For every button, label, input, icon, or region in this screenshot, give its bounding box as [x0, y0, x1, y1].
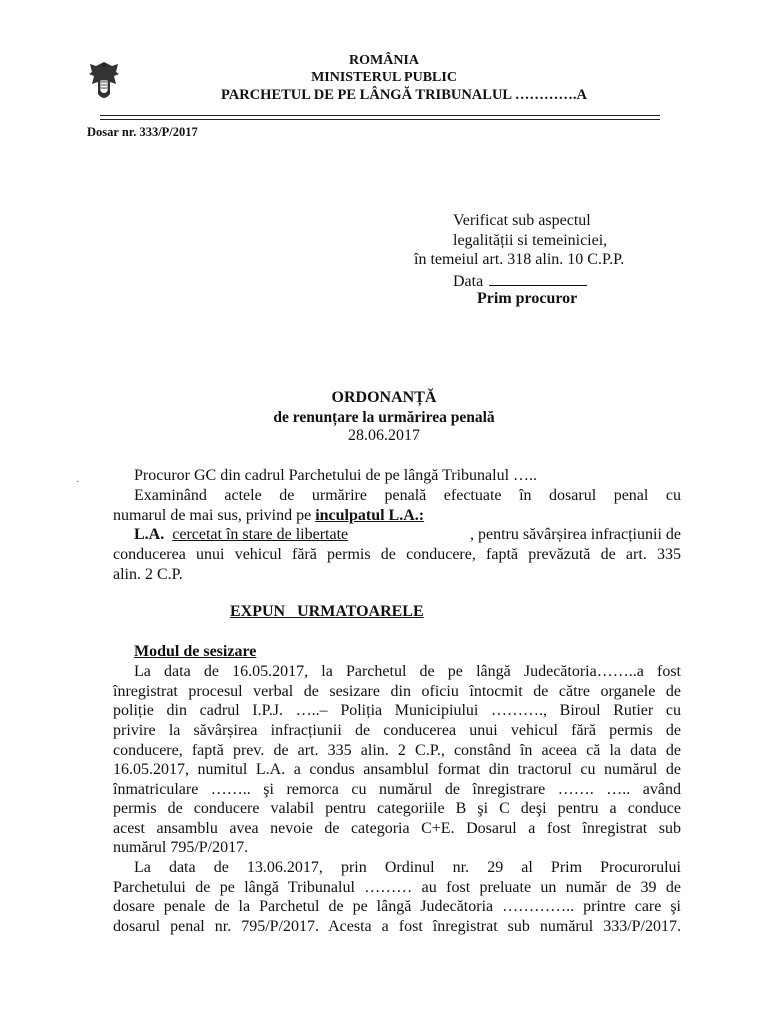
- verification-line-1: Verificat sub aspectul: [453, 212, 591, 229]
- body-p2-line: dosarul penal nr. 795/P/2017. Acesta a fost înregistrat sub numărul 333/P/2017.: [113, 918, 681, 935]
- body-p1-line: La data de 16.05.2017, la Parchetul de pe lângă Judecătoria……..a fost: [134, 663, 681, 680]
- defendant-label: inculpatul L.A.:: [315, 507, 425, 524]
- intro-line-3: [113, 507, 424, 525]
- intro-line-5: conducerea unui vehicul fără permis de conducere, faptă prevăzută de art. 335: [113, 546, 681, 563]
- body-p1-line: acest ansamblu avea nevoie de categoria C+E. Dosarul a fost înregistrat sub: [113, 820, 681, 837]
- intro-line-4: [134, 526, 681, 544]
- body-p2-line: Parchetului de pe lângă Tribunalul ……… au fost preluate un număr de 39 de: [113, 879, 681, 896]
- liberty-status: cercetat în stare de libertate: [172, 526, 349, 543]
- section-heading: EXPUN URMATOARELE: [230, 603, 424, 620]
- body-p1-line: permis de conducere valabil pentru categoriile B şi C deşi pentru a conduce: [113, 800, 681, 817]
- subsection-heading: Modul de sesizare: [134, 643, 257, 660]
- date-blank-field: [489, 271, 587, 286]
- intro-line-6: alin. 2 C.P.: [113, 566, 183, 583]
- margin-dot: ·: [76, 477, 80, 488]
- body-p1-line: poliție din cadrul I.P.J. …..– Poliția Municipiului ………., Biroul Rutier cu: [113, 702, 681, 719]
- document-title: ORDONANȚĂ: [331, 389, 437, 406]
- intro-line-2: Examinând actele de urmărire penală efectuate în dosarul penal cu: [134, 487, 681, 504]
- body-p1-line: numărul 795/P/2017.: [113, 839, 249, 856]
- document-subtitle: de renunțare la urmărirea penală: [273, 409, 495, 426]
- intro-line-3-text: numarul de mai sus, privind pe: [113, 507, 316, 524]
- signatory-title: Prim procuror: [477, 290, 578, 307]
- body-p1-line: privire la săvârșirea infracțiunii de conducerea unui vehicul fără permis de: [113, 722, 681, 739]
- file-number: Dosar nr. 333/P/2017: [87, 125, 198, 139]
- body-p1-line: înregistrat procesul verbal de sesizare din oficiu întocmit de către organele de: [113, 683, 681, 700]
- header-divider-top: [100, 115, 660, 116]
- verification-line-2: legalității si temeiniciei,: [453, 232, 608, 249]
- verification-date: [453, 271, 587, 291]
- date-label: Data: [453, 273, 484, 290]
- office-heading: PARCHETUL DE PE LÂNGĂ TRIBUNALUL ………….A: [220, 87, 588, 103]
- offence-text: , pentru săvârșirea infracțiunii de: [469, 526, 681, 543]
- header-divider-bottom: [100, 119, 660, 120]
- body-p1-line: conducere, faptă prev. de art. 335 alin. 2 C.P., constând în aceea că la data de: [113, 742, 681, 759]
- intro-line-1: Procuror GC din cadrul Parchetului de pe lângă Tribunalul …..: [134, 467, 538, 484]
- country-heading: ROMÂNIA: [349, 53, 419, 68]
- body-p1-line: înmatriculare …….. şi remorca cu numărul de înregistrare ……. ….. având: [113, 781, 681, 798]
- body-p2-line: La data de 13.06.2017, prin Ordinul nr. 29 al Prim Procurorului: [134, 859, 681, 876]
- ministry-heading: MINISTERUL PUBLIC: [311, 70, 457, 85]
- defendant-initials: L.A.: [134, 526, 165, 543]
- body-p1-line: 16.05.2017, numitul L.A. a condus ansamblul format din tractorul cu numărul de: [113, 761, 681, 778]
- verification-line-3: în temeiul art. 318 alin. 10 C.P.P.: [414, 251, 625, 268]
- body-p2-line: dosare penale de la Parchetul de pe lângă Judecătoria ………….. printre care şi: [113, 898, 681, 915]
- document-date: 28.06.2017: [348, 427, 420, 444]
